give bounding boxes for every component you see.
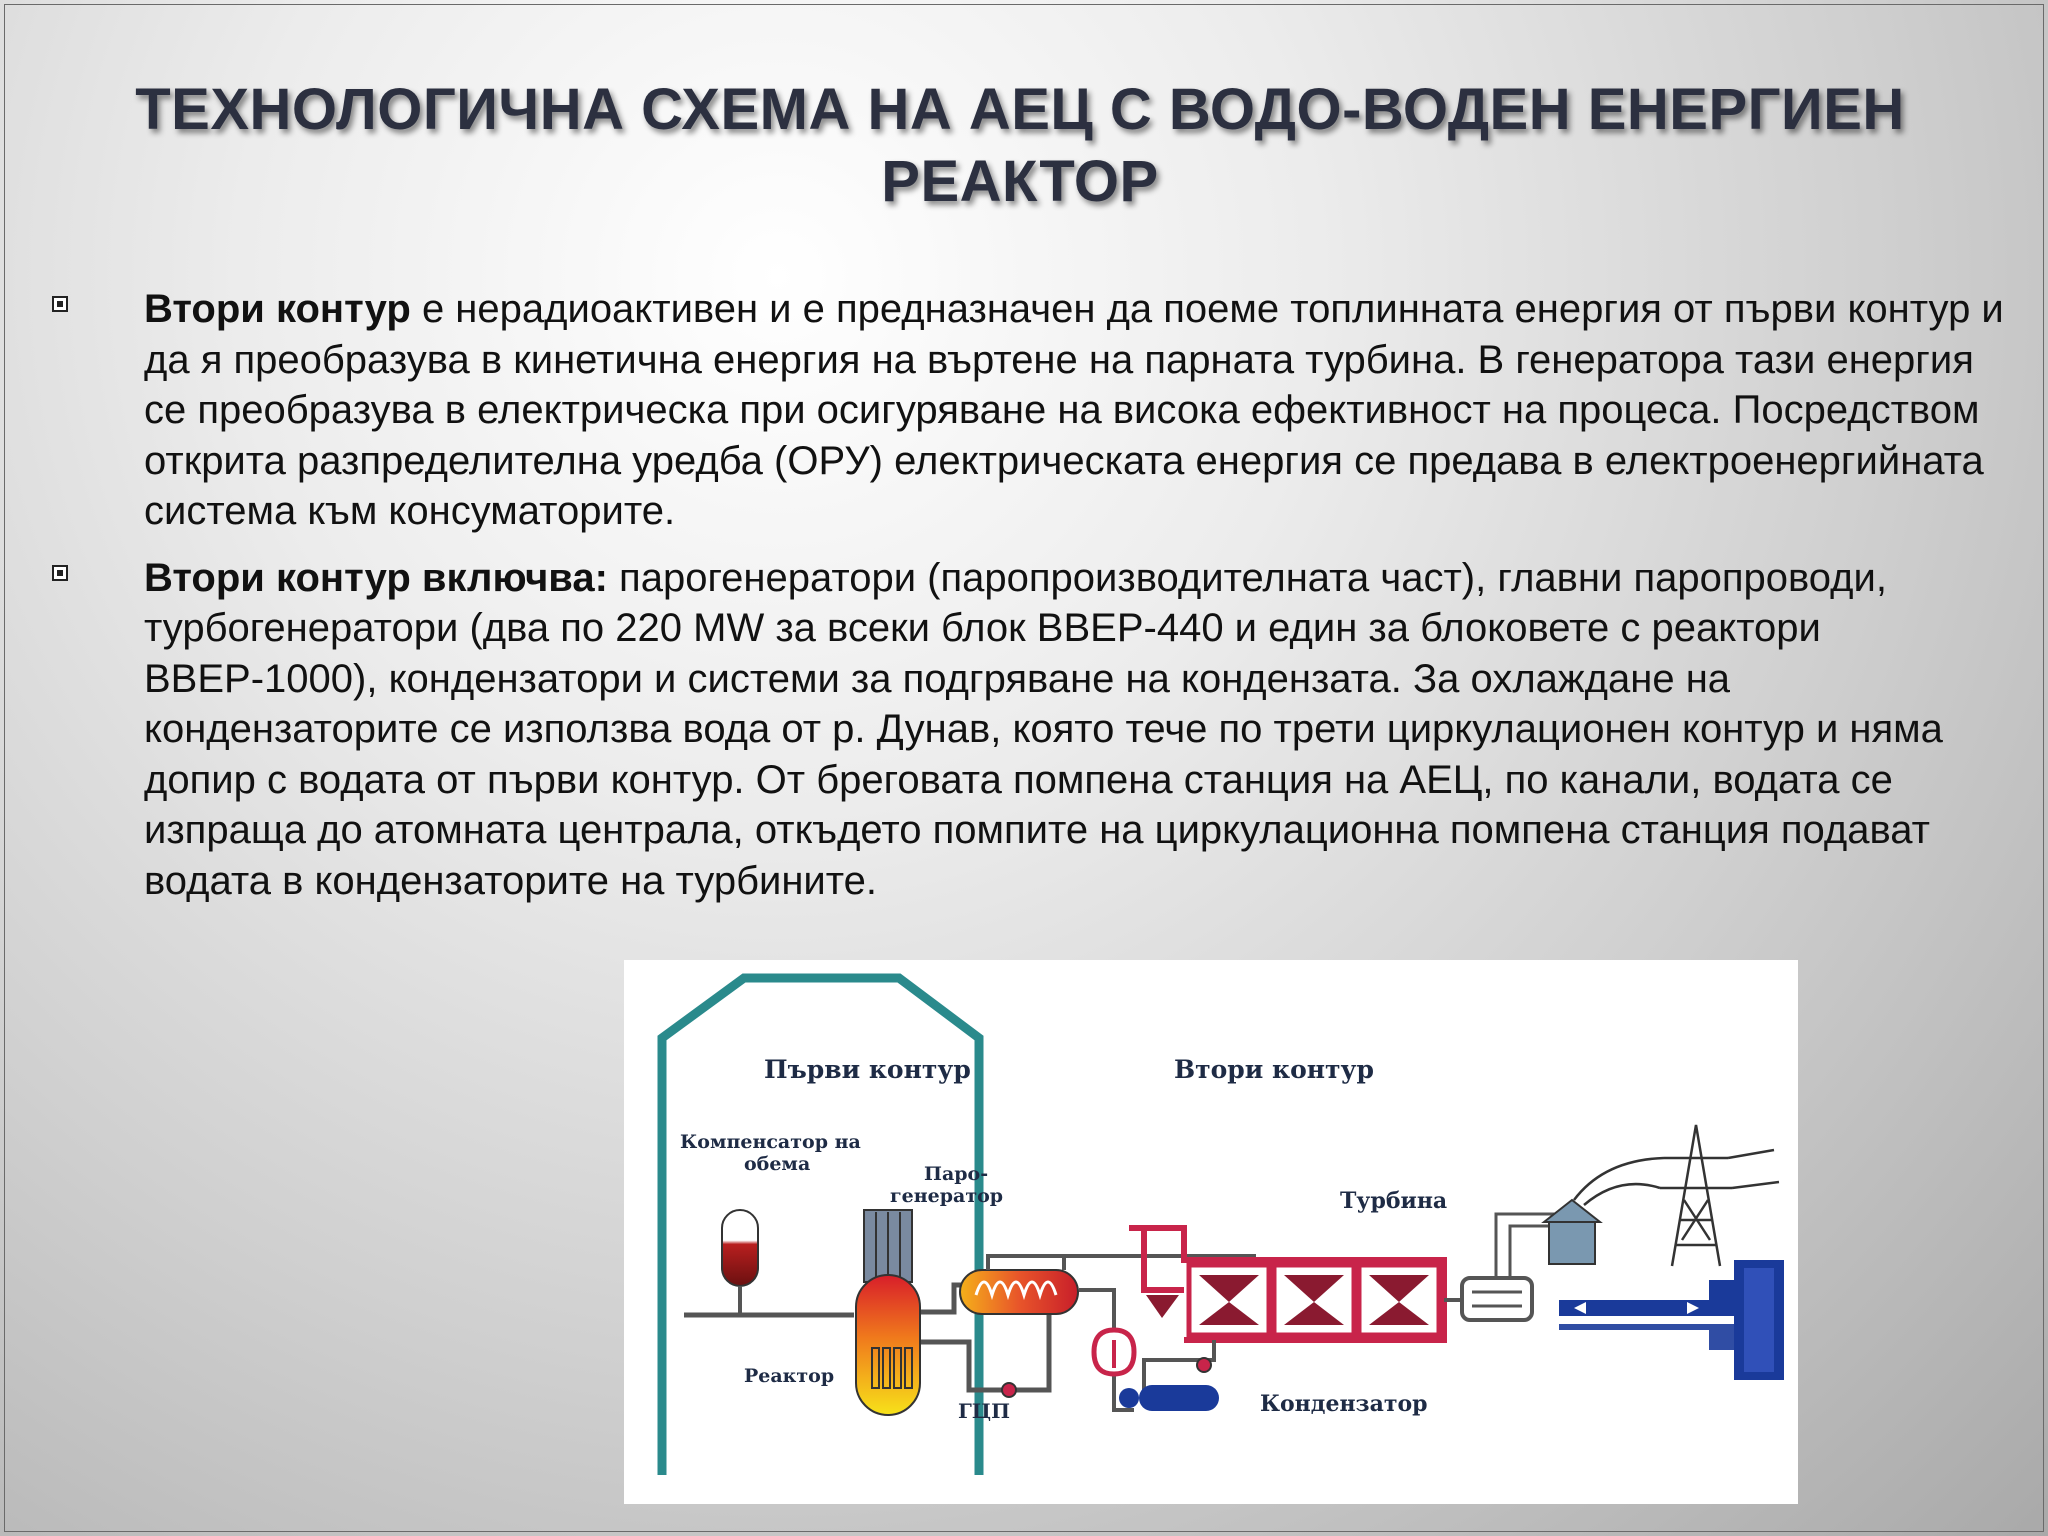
bullet-text — [144, 553, 2012, 907]
transmission-pylon — [1574, 1125, 1779, 1266]
cooling-water-outlet — [1559, 1324, 1734, 1350]
bullet-body: е нерадиоактивен и е предназначен да поеме топлинната енергия от първи контур и да я преобразува в кинетична енергия на въртене на парната турбина. В генератора тази енергия се преобразува в електрическа при осигуряване на висока ефективност на процеса. Посредством открита разпределителна уредба (ОРУ) електрическата енергия се предава в електроенергийната система към консуматорите. — [144, 287, 2004, 533]
bullet-bold-lead: Втори контур — [144, 287, 411, 331]
transformer — [1549, 1222, 1595, 1264]
bullet-text — [144, 284, 2012, 537]
pressurizer-label: Компенсатор на — [680, 1131, 861, 1153]
title-line-1: ТЕХНОЛОГИЧНА СХЕМА НА АЕЦ С ВОДО-ВОДЕН ЕНЕРГИЕН — [135, 77, 1905, 142]
pressurizer-label-2: обема — [744, 1153, 811, 1175]
turbine-label: Турбина — [1340, 1188, 1448, 1214]
square-bullet-icon — [52, 565, 68, 581]
reactor-label: Реактор — [744, 1365, 835, 1387]
generator — [1462, 1278, 1532, 1320]
main-circulation-pump — [1002, 1383, 1016, 1397]
primary-circuit-label: Първи контур — [764, 1055, 971, 1084]
condenser-vessel — [1139, 1385, 1219, 1411]
pressurizer-vessel — [722, 1210, 758, 1286]
bullet-item — [52, 553, 2012, 907]
condenser-label: Кондензатор — [1260, 1391, 1428, 1417]
steam-generator-label: Паро- — [924, 1163, 989, 1185]
reactor-vessel — [856, 1275, 920, 1415]
title-line-2: РЕАКТОР — [881, 149, 1159, 214]
square-bullet-icon — [52, 296, 68, 312]
bullet-item — [52, 284, 2012, 537]
bullet-list — [52, 284, 2012, 922]
secondary-circuit-label: Втори контур — [1174, 1055, 1375, 1084]
pump-label: ГЦП — [958, 1399, 1011, 1423]
containment-building — [662, 978, 979, 1475]
slide-title — [110, 74, 1930, 218]
npp-schematic-diagram — [624, 960, 1798, 1504]
bullet-bold-lead: Втори контур включва: — [144, 555, 608, 600]
bullet-body: парогенератори (паропроизводителната част), главни паропроводи, турбогенератори (два по 220 MW за всеки блок ВВЕР-440 и един за блоковете с реактори ВВЕР-1000), кондензатори и системи за подгряване на кондензата. За охлаждане на кондензаторите се използва вода от р. Дунав, която тече по трети циркулационен контур и няма допир с водата от първи контур. От бреговата помпена станция на АЕЦ, по канали, водата се изпраща до атомната централа, откъдето помпите на циркулационна помпена станция подават водата в кондензаторите на турбините. — [144, 555, 1943, 903]
steam-generator-label-2: генератор — [890, 1185, 1004, 1207]
npp-schematic-svg — [624, 960, 1798, 1504]
